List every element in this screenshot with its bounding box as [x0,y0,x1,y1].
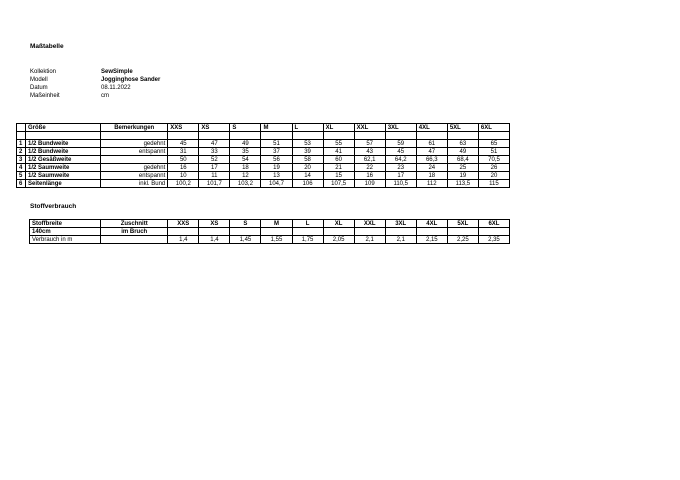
value-cell: 56 [261,156,292,164]
value-cell: 57 [354,140,385,148]
value-cell: 64,2 [385,156,416,164]
header-cell: Stoffbreite [30,220,101,228]
value-cell: 51 [261,140,292,148]
header-cell: M [261,220,292,228]
value-cell: 31 [168,148,199,156]
index-cell [17,124,26,132]
empty-cell [261,132,292,140]
row-note: gedehnt [101,164,168,172]
index-cell: 6 [17,180,26,188]
empty-cell [261,228,292,236]
value-cell: 37 [261,148,292,156]
value-cell: 15 [323,172,354,180]
header-cell: XL [323,220,354,228]
value-cell: 1,75 [292,236,323,244]
value-cell: 18 [416,172,447,180]
header-cell: 4XL [416,220,447,228]
page-title: Maßtabelle [30,43,64,50]
header-cell: 3XL [385,124,416,132]
value-cell: 112 [416,180,447,188]
header-cell: XXL [354,220,385,228]
table-row [30,228,510,236]
value-cell: 41 [323,148,354,156]
meta-value: Jogginghose Sander [101,77,161,83]
value-cell: 110,5 [385,180,416,188]
empty-cell [230,132,261,140]
header-cell: XXL [354,124,385,132]
empty-cell [101,236,168,244]
value-cell: 68,4 [447,156,478,164]
value-cell: 53 [292,140,323,148]
empty-cell [17,132,26,140]
value-cell: 2,05 [323,236,354,244]
empty-cell [416,132,447,140]
empty-cell [323,132,354,140]
empty-cell [478,132,509,140]
header-cell: 6XL [478,220,509,228]
meta-key: Datum [30,85,48,91]
value-cell: 47 [199,140,230,148]
value-cell: 113,5 [447,180,478,188]
table-header-row [17,124,510,132]
value-cell: 62,1 [354,156,385,164]
empty-cell [354,132,385,140]
value-cell: 59 [385,140,416,148]
value-cell: 23 [385,164,416,172]
meta-row [30,92,160,100]
index-cell: 2 [17,148,26,156]
empty-cell [230,228,261,236]
header-cell: Größe [26,124,101,132]
table-row [17,164,510,172]
value-cell: 66,3 [416,156,447,164]
table-row [17,172,510,180]
value-cell: 43 [354,148,385,156]
value-cell: 17 [385,172,416,180]
value-cell: 115 [478,180,509,188]
header-cell: XL [323,124,354,132]
empty-cell [447,228,478,236]
index-cell: 5 [17,172,26,180]
empty-cell [323,228,354,236]
row-note: gedehnt [101,140,168,148]
value-cell: 45 [385,148,416,156]
value-cell: 35 [230,148,261,156]
fabric-title: Stoffverbrauch [30,203,77,210]
value-cell: 54 [230,156,261,164]
table-row [30,236,510,244]
value-cell: 16 [354,172,385,180]
value-cell: 24 [416,164,447,172]
header-cell: 3XL [385,220,416,228]
value-cell: 103,2 [230,180,261,188]
row-note: entspannt [101,172,168,180]
header-cell: 4XL [416,124,447,132]
value-cell: 10 [168,172,199,180]
meta-key: Kollektion [30,69,57,75]
row-note: entspannt [101,148,168,156]
row-label: 1/2 Gesäßweite [26,156,101,164]
value-cell: 20 [292,164,323,172]
table-row [17,140,510,148]
empty-cell [385,228,416,236]
value-cell: 45 [168,140,199,148]
value-cell: 16 [168,164,199,172]
row-label: Seitenlänge [26,180,101,188]
sub-cell: 140cm [30,228,101,236]
empty-cell [26,132,101,140]
size-table [16,123,510,188]
header-cell: M [261,124,292,132]
value-cell: 13 [261,172,292,180]
empty-cell [354,228,385,236]
header-cell: XS [199,124,230,132]
header-cell: XXS [168,124,199,132]
header-cell: Bemerkungen [101,124,168,132]
value-cell: 51 [478,148,509,156]
value-cell: 26 [478,164,509,172]
value-cell: 109 [354,180,385,188]
value-cell: 60 [323,156,354,164]
value-cell: 1,55 [261,236,292,244]
index-cell: 3 [17,156,26,164]
table-header-row [30,220,510,228]
row-label: Verbrauch in m [30,236,101,244]
value-cell: 18 [230,164,261,172]
header-cell: XS [199,220,230,228]
value-cell: 39 [292,148,323,156]
value-cell: 1,4 [199,236,230,244]
empty-cell [292,132,323,140]
row-label: 1/2 Bundweite [26,148,101,156]
meta-key: Modell [30,77,48,83]
header-cell: L [292,220,323,228]
value-cell: 2,15 [416,236,447,244]
empty-cell [168,132,199,140]
value-cell: 1,4 [168,236,199,244]
sub-cell: im Bruch [101,228,168,236]
row-label: 1/2 Saumweite [26,172,101,180]
value-cell: 2,35 [478,236,509,244]
empty-cell [292,228,323,236]
meta-value: 08.11.2022 [101,85,131,91]
value-cell: 21 [323,164,354,172]
meta-row [30,76,160,84]
header-cell: Zuschnitt [101,220,168,228]
empty-cell [199,228,230,236]
header-cell: L [292,124,323,132]
meta-value: SewSimple [101,69,133,75]
table-row [17,180,510,188]
value-cell: 49 [230,140,261,148]
empty-cell [101,132,168,140]
value-cell: 55 [323,140,354,148]
value-cell: 25 [447,164,478,172]
value-cell: 50 [168,156,199,164]
value-cell: 107,5 [323,180,354,188]
value-cell: 61 [416,140,447,148]
meta-value: cm [101,93,109,99]
empty-cell [199,132,230,140]
table-row [17,148,510,156]
value-cell: 2,25 [447,236,478,244]
empty-cell [447,132,478,140]
meta-block [30,68,160,100]
index-cell: 1 [17,140,26,148]
index-cell: 4 [17,164,26,172]
value-cell: 2,1 [385,236,416,244]
value-cell: 47 [416,148,447,156]
value-cell: 22 [354,164,385,172]
value-cell: 65 [478,140,509,148]
value-cell: 14 [292,172,323,180]
header-cell: 5XL [447,220,478,228]
row-label: 1/2 Saumweite [26,164,101,172]
header-cell: S [230,124,261,132]
row-note: inkl. Bund [101,180,168,188]
value-cell: 19 [447,172,478,180]
header-cell: 5XL [447,124,478,132]
value-cell: 63 [447,140,478,148]
value-cell: 100,2 [168,180,199,188]
value-cell: 49 [447,148,478,156]
value-cell: 104,7 [261,180,292,188]
row-label: 1/2 Bundweite [26,140,101,148]
empty-cell [168,228,199,236]
table-row [17,156,510,164]
meta-row [30,68,160,76]
fabric-table [29,219,510,244]
value-cell: 52 [199,156,230,164]
value-cell: 70,5 [478,156,509,164]
meta-row [30,84,160,92]
row-note [101,156,168,164]
header-cell: XXS [168,220,199,228]
value-cell: 58 [292,156,323,164]
empty-cell [416,228,447,236]
table-row-empty [17,132,510,140]
value-cell: 11 [199,172,230,180]
value-cell: 1,45 [230,236,261,244]
value-cell: 101,7 [199,180,230,188]
header-cell: S [230,220,261,228]
value-cell: 20 [478,172,509,180]
value-cell: 17 [199,164,230,172]
value-cell: 2,1 [354,236,385,244]
value-cell: 19 [261,164,292,172]
empty-cell [478,228,509,236]
value-cell: 33 [199,148,230,156]
value-cell: 106 [292,180,323,188]
value-cell: 12 [230,172,261,180]
header-cell: 6XL [478,124,509,132]
meta-key: Maßeinheit [30,93,60,99]
empty-cell [385,132,416,140]
